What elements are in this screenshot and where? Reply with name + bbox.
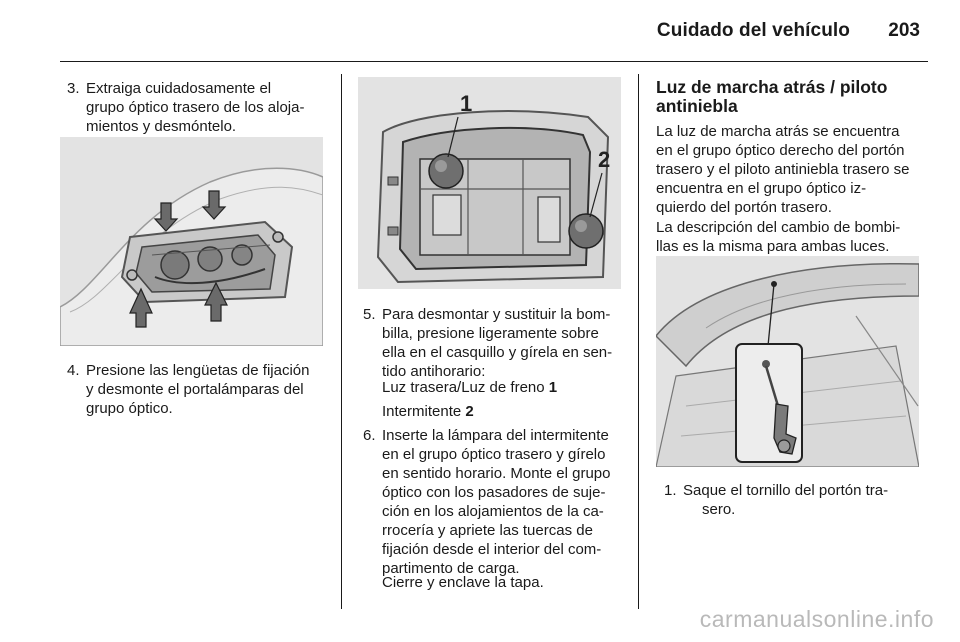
column-divider-left: [341, 74, 342, 609]
step-line: en sentido horario. Monte el grupo: [382, 465, 611, 482]
paragraph-line: encuentra en el grupo óptico iz-: [656, 180, 867, 197]
section-title-line: Luz de marcha atrás / piloto: [656, 77, 888, 97]
step-line: grupo óptico.: [86, 400, 173, 417]
paragraph-location: [656, 122, 926, 217]
bulb-item-1: [382, 378, 557, 397]
step-number: 4.: [67, 362, 80, 379]
bulb-item-label: Intermitente: [382, 403, 466, 420]
step-line: ella en el casquillo y gírela en sen-: [382, 344, 613, 361]
paragraph-line: La luz de marcha atrás se encuentra: [656, 123, 900, 140]
paragraph-line: La descripción del cambio de bombi-: [656, 219, 901, 236]
bulb-item-2: [382, 402, 474, 421]
step-line: mientos y desmóntelo.: [86, 118, 237, 135]
header-title: Cuidado del vehículo: [656, 20, 850, 41]
column-divider-right: [638, 74, 639, 609]
step-line: óptico con los pasadores de suje-: [382, 484, 606, 501]
step-line: rrocería y apriete las tuercas de: [382, 522, 593, 539]
step-line: y desmonte el portalámparas del: [86, 381, 304, 398]
step-line: Presione las lengüetas de fijación: [86, 362, 310, 379]
bulb-item-label: Luz trasera/Luz de freno: [382, 379, 549, 396]
step-line: billa, presione ligeramente sobre: [382, 325, 599, 342]
callout-1: 1: [460, 91, 473, 116]
step-line: partimento de carga.: [382, 560, 520, 577]
step-line: sero.: [702, 501, 736, 518]
step-number: 3.: [67, 80, 80, 97]
bulb-item-number: 2: [465, 403, 474, 420]
taillight-removal-figure: [60, 137, 323, 346]
page-header: [60, 0, 928, 62]
paragraph-line: quierdo del portón trasero.: [656, 199, 832, 216]
step-line: Extraiga cuidadosamente el: [86, 80, 272, 97]
watermark: carmanualsonline.info: [699, 606, 934, 632]
step-line: Inserte la lámpara del intermitente: [382, 427, 609, 444]
paragraph-line: llas es la misma para ambas luces.: [656, 238, 890, 255]
step-line: Saque el tornillo del portón tra-: [683, 482, 889, 499]
step-line: Para desmontar y sustituir la bom-: [382, 306, 611, 323]
step-line: ción en los alojamientos de la ca-: [382, 503, 604, 520]
step-line: fijación desde el interior del com-: [382, 541, 602, 558]
section-title-line: antiniebla: [656, 96, 738, 116]
paragraph-line: trasero y el piloto antiniebla trasero se: [656, 161, 910, 178]
step-number: 1.: [664, 482, 677, 499]
step-line: en el grupo óptico trasero y gírelo: [382, 446, 606, 463]
step-number: 6.: [363, 427, 376, 444]
paragraph-line: en el grupo óptico derecho del portón: [656, 142, 905, 159]
section-title: [656, 78, 916, 116]
paragraph-same-procedure: [656, 218, 926, 256]
closing-instruction: Cierre y enclave la tapa.: [382, 574, 544, 591]
bulb-holder-figure: [358, 77, 621, 289]
bulb-item-number: 1: [548, 379, 558, 396]
page-number: 203: [888, 20, 920, 41]
step-line: grupo óptico trasero de los aloja-: [86, 99, 305, 116]
step-line: tido antihorario:: [382, 363, 486, 380]
tailgate-screw-figure: [656, 256, 919, 467]
callout-2: 2: [598, 147, 611, 172]
step-number: 5.: [363, 306, 376, 323]
